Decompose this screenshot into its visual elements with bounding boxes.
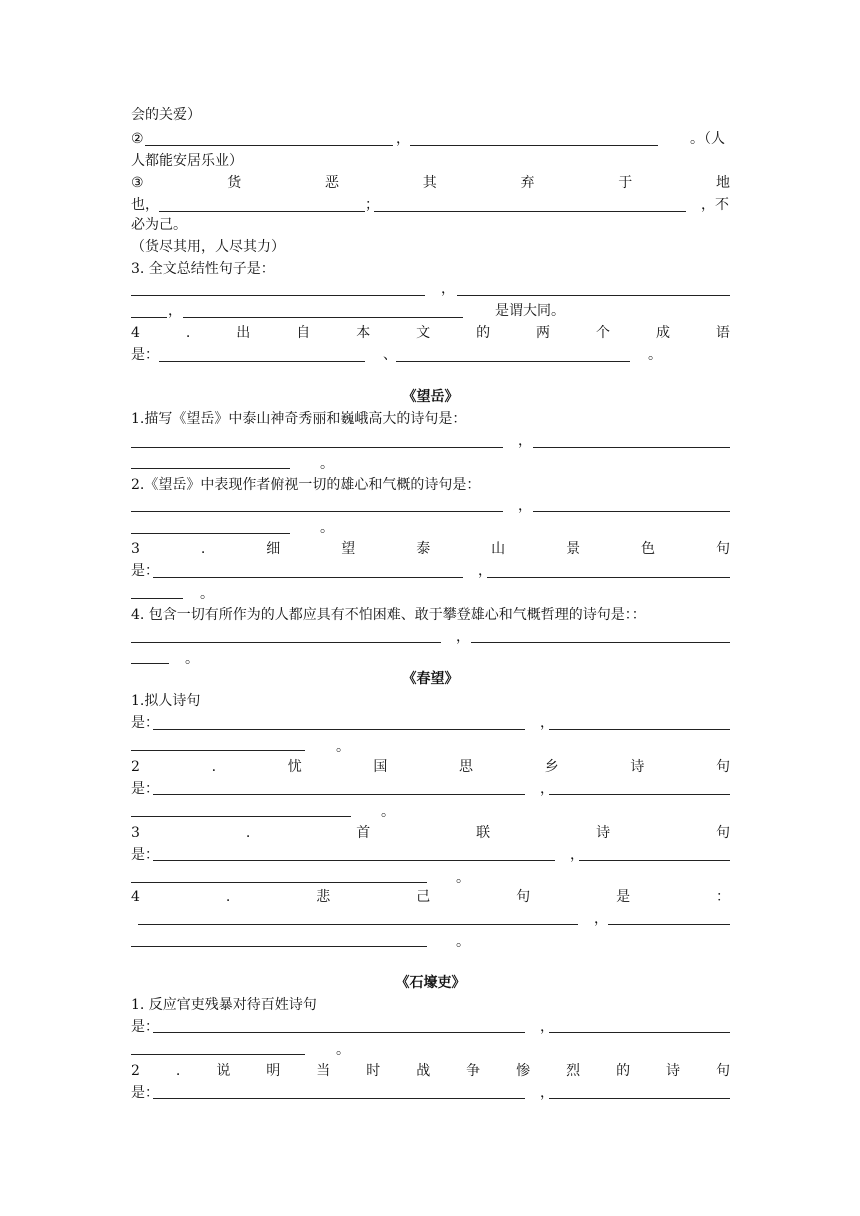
chunwang-q3-spread	[131, 824, 730, 842]
period: 。	[456, 870, 470, 886]
q3-spread-line	[131, 174, 730, 192]
answer-blank[interactable]	[396, 361, 630, 362]
char: 悲	[316, 889, 331, 905]
s3-question: 3. 全文总结性句子是：	[131, 261, 275, 277]
chunwang-q1: 1.拟人诗句	[131, 693, 201, 709]
char: 泰	[416, 541, 431, 557]
char: 忧	[287, 759, 302, 775]
comma: ，	[518, 498, 532, 514]
answer-blank[interactable]	[183, 317, 463, 318]
answer-blank[interactable]	[131, 946, 427, 947]
char: ：	[716, 889, 730, 905]
shihaoli-q1: 1. 反应官吏残暴对待百姓诗句	[131, 997, 317, 1013]
char: 3	[131, 825, 140, 841]
char: .	[175, 1063, 181, 1079]
char: 成	[655, 325, 670, 341]
answer-blank[interactable]	[131, 1054, 305, 1055]
answer-blank[interactable]	[457, 295, 730, 296]
answer-blank[interactable]	[131, 816, 351, 817]
char: 弃	[520, 175, 535, 191]
char: 3	[131, 541, 140, 557]
answer-lead: 是：	[131, 1085, 159, 1101]
answer-blank[interactable]	[131, 295, 425, 296]
char: .	[185, 325, 191, 341]
char: 烈	[566, 1063, 581, 1079]
answer-blank[interactable]	[131, 882, 427, 883]
q2-continuation: 人都能安居乐业）	[131, 153, 243, 169]
char: 乡	[544, 759, 559, 775]
char: 语	[715, 325, 730, 341]
answer-blank[interactable]	[549, 1098, 730, 1099]
char: 句	[516, 889, 531, 905]
char: 联	[476, 825, 491, 841]
answer-blank[interactable]	[153, 1098, 525, 1099]
answer-blank[interactable]	[131, 447, 503, 448]
char: 的	[616, 1063, 631, 1079]
char: 国	[373, 759, 388, 775]
char: 色	[641, 541, 656, 557]
answer-blank[interactable]	[549, 729, 730, 730]
comma: ，	[456, 629, 470, 645]
answer-blank[interactable]	[153, 577, 463, 578]
period: 。	[200, 586, 214, 602]
q3-continuation: 必为己。	[131, 217, 187, 233]
char: 2	[131, 759, 140, 775]
answer-blank[interactable]	[131, 468, 290, 469]
char: 的	[476, 325, 491, 341]
answer-blank[interactable]	[131, 663, 169, 664]
char: .	[225, 889, 231, 905]
char: 两	[536, 325, 551, 341]
answer-blank[interactable]	[549, 794, 730, 795]
char: 于	[618, 175, 633, 191]
q3-note: （货尽其用，人尽其力）	[131, 239, 285, 255]
answer-blank[interactable]	[410, 145, 658, 146]
wangyue-q2: 2.《望岳》中表现作者俯视一切的雄心和气概的诗句是：	[131, 477, 481, 493]
answer-blank[interactable]	[533, 511, 730, 512]
semicolon: ；	[365, 197, 379, 213]
answer-blank[interactable]	[153, 729, 525, 730]
period: 。	[456, 934, 470, 950]
char: 句	[715, 759, 730, 775]
period: 。	[381, 804, 395, 820]
answer-blank[interactable]	[374, 211, 686, 212]
period: 。	[648, 347, 662, 363]
comma: ，	[594, 911, 608, 927]
char: 战	[416, 1063, 431, 1079]
comma: ，	[540, 715, 554, 731]
answer-blank[interactable]	[138, 924, 578, 925]
char: 景	[566, 541, 581, 557]
char: 文	[416, 325, 431, 341]
comma: ，	[518, 433, 532, 449]
answer-lead: 是：	[131, 1019, 159, 1035]
period: 。	[336, 1042, 350, 1058]
comma: ，	[540, 781, 554, 797]
answer-blank[interactable]	[159, 211, 365, 212]
char: 4	[131, 325, 140, 341]
char: 细	[266, 541, 281, 557]
char: 诗	[596, 825, 611, 841]
answer-blank[interactable]	[579, 860, 730, 861]
char: 望	[341, 541, 356, 557]
s4-lead: 是：	[131, 347, 159, 363]
answer-blank[interactable]	[153, 794, 525, 795]
s4-spread-line	[131, 324, 730, 342]
section-title-wangyue: 《望岳》	[402, 389, 459, 405]
char: 思	[459, 759, 473, 775]
char: 4	[131, 889, 140, 905]
char: 争	[466, 1063, 481, 1079]
comma: ，	[540, 1019, 554, 1035]
shihaoli-q2-spread	[131, 1062, 730, 1080]
comma: ，	[441, 281, 455, 297]
char: 山	[491, 541, 506, 557]
chunwang-q2-spread	[131, 758, 730, 776]
q3-lead: 也，	[131, 197, 159, 213]
answer-lead: 是：	[131, 715, 159, 731]
answer-blank[interactable]	[131, 642, 441, 643]
char: 是	[616, 889, 631, 905]
comma: ，	[540, 1085, 554, 1101]
char: 时	[366, 1063, 381, 1079]
char: 惨	[516, 1063, 531, 1079]
comma: ，	[396, 131, 410, 147]
period: 。	[320, 456, 334, 472]
q2-number: ②	[131, 131, 144, 147]
answer-blank[interactable]	[131, 511, 503, 512]
section-title-chunwang: 《春望》	[402, 671, 459, 687]
wangyue-q1: 1.描写《望岳》中泰山神奇秀丽和巍峨高大的诗句是：	[131, 411, 467, 427]
char: 句	[716, 1063, 730, 1079]
answer-blank[interactable]	[153, 860, 555, 861]
section-title-shihaoli: 《石壕吏》	[395, 975, 466, 991]
answer-blank[interactable]	[131, 317, 167, 318]
separator: 、	[383, 347, 397, 363]
period: 。	[185, 651, 199, 667]
answer-blank[interactable]	[533, 447, 730, 448]
line-social-care: 会的关爱）	[131, 107, 201, 123]
char: 己	[416, 889, 431, 905]
wangyue-q3-spread	[131, 540, 730, 558]
answer-blank[interactable]	[608, 924, 730, 925]
char: 恶	[325, 175, 340, 191]
char: 诗	[666, 1063, 681, 1079]
char: 自	[296, 325, 311, 341]
char: .	[211, 759, 217, 775]
char: 诗	[630, 759, 645, 775]
char: ③	[131, 175, 144, 191]
char: 本	[356, 325, 371, 341]
answer-blank[interactable]	[131, 533, 290, 534]
answer-blank[interactable]	[131, 598, 183, 599]
answer-lead: 是：	[131, 563, 159, 579]
answer-lead: 是：	[131, 781, 159, 797]
q2-end: 。（人	[690, 131, 725, 147]
char: 地	[715, 175, 730, 191]
char: 首	[356, 825, 371, 841]
char: 个	[596, 325, 610, 341]
comma: ，	[478, 563, 492, 579]
char: 当	[316, 1063, 331, 1079]
answer-blank[interactable]	[145, 145, 393, 146]
q3-end: ，不	[701, 197, 729, 213]
char: 货	[227, 175, 242, 191]
chunwang-q4-spread	[131, 888, 730, 906]
comma: ，	[168, 303, 182, 319]
answer-blank[interactable]	[549, 1032, 730, 1033]
answer-blank[interactable]	[159, 361, 365, 362]
answer-lead: 是：	[131, 847, 159, 863]
answer-blank[interactable]	[487, 577, 730, 578]
period: 。	[320, 520, 334, 536]
char: 说	[216, 1063, 231, 1079]
answer-blank[interactable]	[471, 642, 730, 643]
char: 其	[422, 175, 437, 191]
answer-blank[interactable]	[131, 750, 305, 751]
char: 明	[266, 1063, 281, 1079]
answer-blank[interactable]	[153, 1032, 525, 1033]
char: .	[245, 825, 251, 841]
char: .	[200, 541, 206, 557]
char: 2	[131, 1063, 140, 1079]
s3-tail: 是谓大同。	[495, 303, 565, 319]
wangyue-q4: 4. 包含一切有所作为的人都应具有不怕困难、敢于攀登雄心和气概哲理的诗句是：：	[131, 607, 646, 623]
char: 句	[716, 541, 730, 557]
period: 。	[336, 739, 350, 755]
char: 出	[236, 325, 251, 341]
comma: ，	[570, 847, 584, 863]
char: 句	[715, 825, 730, 841]
